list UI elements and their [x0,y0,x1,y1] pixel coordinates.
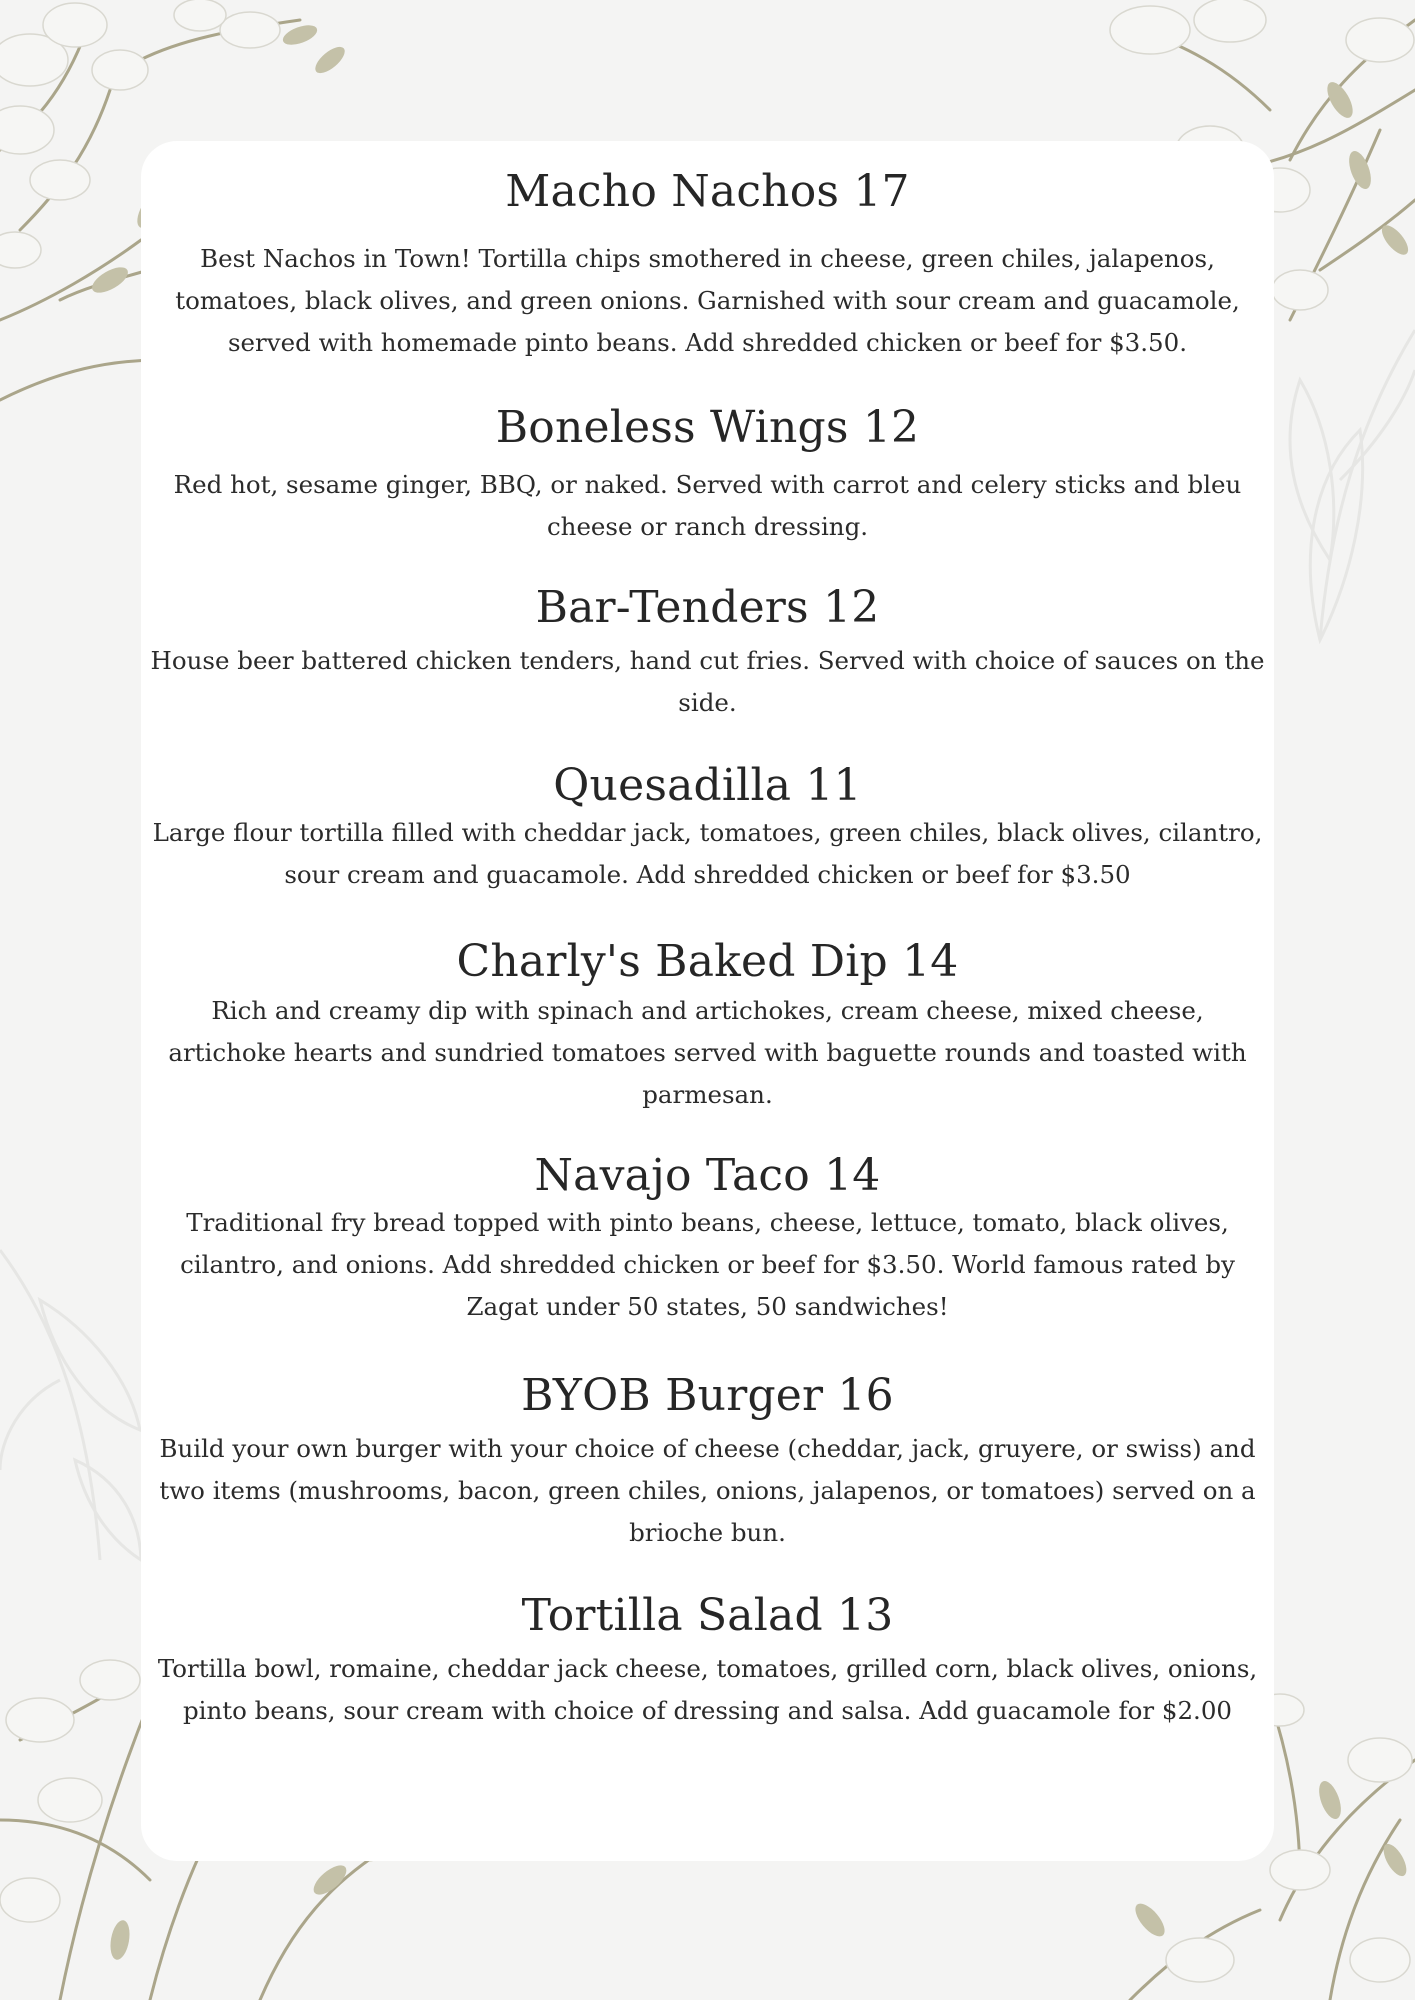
menu-item-navajo-taco [141,1144,1274,1328]
menu-item-tortilla-salad [141,1584,1274,1732]
menu-item-title: BYOB Burger 16 [521,1370,894,1421]
menu-item-title: Macho Nachos 17 [505,166,910,217]
menu-item-charlys-baked-dip [141,930,1274,1116]
menu-item-title: Tortilla Salad 13 [521,1590,894,1641]
leaf-outline-left [0,1250,141,1560]
menu-item-description: Traditional fry bread topped with pinto beans, cheese, lettuce, tomato, black olives, cilantro, and onions. Add shredded chicken or beef for $3.50. World famous rated by Zagat under 50 states, 50 sandwiches! [180,1208,1235,1321]
menu-item-description: Red hot, sesame ginger, BBQ, or naked. Served with carrot and celery sticks and bleu cheese or ranch dressing. [173,470,1242,541]
menu-item-description: Large flour tortilla filled with cheddar jack, tomatoes, green chiles, black olives, cilantro, sour cream and guacamole. Add shredded chicken or beef for $3.50 [152,818,1263,889]
menu-item-bar-tenders [141,576,1274,724]
menu-item-macho-nachos [141,160,1274,364]
menu-item-description: House beer battered chicken tenders, hand cut fries. Served with choice of sauces on the side. [150,646,1265,717]
menu-item-title: Navajo Taco 14 [534,1150,881,1201]
menu-item-description: Tortilla bowl, romaine, cheddar jack cheese, tomatoes, grilled corn, black olives, onions, pinto beans, sour cream with choice of dressing and salsa. Add guacamole for $2.00 [157,1654,1258,1725]
menu-item-title: Bar-Tenders 12 [535,582,880,633]
menu-item-byob-burger [141,1364,1274,1554]
menu-item-quesadilla [141,754,1274,896]
menu-item-description: Rich and creamy dip with spinach and artichokes, cream cheese, mixed cheese, artichoke hearts and sundried tomatoes served with baguette rounds and toasted with parmesan. [168,996,1247,1109]
menu-item-description: Build your own burger with your choice of cheese (cheddar, jack, gruyere, or swiss) and two items (mushrooms, bacon, green chiles, onions, jalapenos, or tomatoes) served on a brioche bun. [159,1434,1256,1547]
leaf-outline-right [1290,330,1415,640]
menu-item-title: Quesadilla 11 [553,760,862,811]
menu-item-description: Best Nachos in Town! Tortilla chips smothered in cheese, green chiles, jalapenos, tomatoes, black olives, and green onions. Garnished with sour cream and guacamole, served with homemade pinto beans. Add shredded chicken or beef for $3.50. [175,244,1240,357]
menu-item-title: Boneless Wings 12 [495,402,920,453]
menu-item-title: Charly's Baked Dip 14 [456,936,959,987]
menu-item-boneless-wings [141,396,1274,548]
